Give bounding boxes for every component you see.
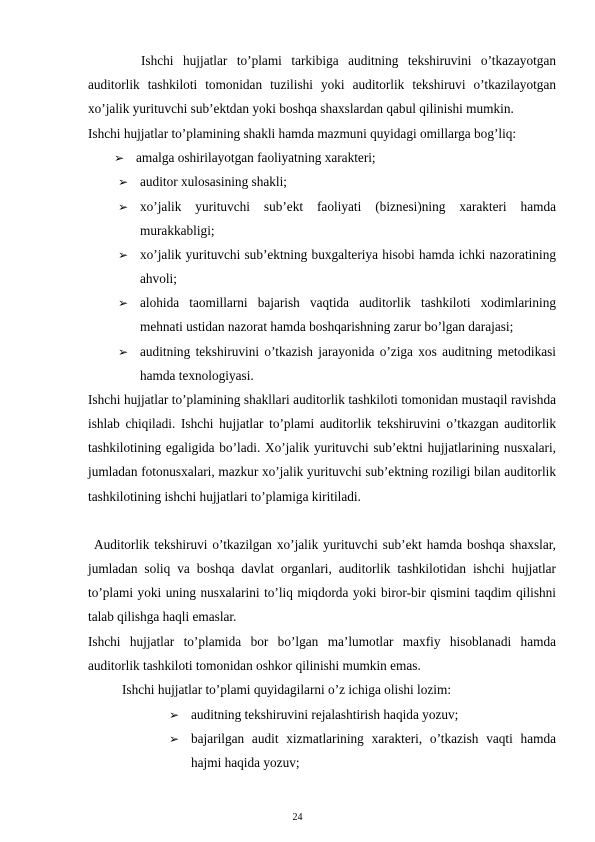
list-item: ➢ amalga oshirilayotgan faoliyatning xarakteri; — [136, 146, 556, 170]
list-item: ➢ auditning tekshiruvini o’tkazish jarayonida o’ziga xos auditning metodikasi hamda texnologiyasi. — [140, 340, 556, 388]
list-item: ➢ xo’jalik yurituvchi sub’ekt faoliyati (biznesi)ning xarakteri hamda murakkabligi; — [140, 195, 556, 243]
list-item: ➢ auditning tekshiruvini rejalashtirish haqida yozuv; — [191, 703, 556, 727]
paragraph-factors-lead: Ishchi hujjatlar to’plamining shakli hamda mazmuni quyidagi omillarga bog’liq: — [88, 126, 517, 141]
list-item: ➢ xo’jalik yurituvchi sub’ektning buxgalteriya hisobi hamda ichki nazoratining ahvoli; — [140, 243, 556, 291]
bullet-arrow-icon: ➢ — [169, 708, 180, 722]
paragraph-intro: Ishchi hujjatlar to’plami tarkibiga auditning tekshiruvini o’tkazayotgan auditorlik tashkiloti tomonidan tuzilishi yoki auditorlik tekshiruvi o’tkazilayotgan xo’jalik yurituvchi sub’ektdan yoki boshqa shaxslardan qabul qilinishi mumkin. — [88, 53, 556, 117]
bullet-arrow-icon: ➢ — [169, 732, 180, 746]
list-item: ➢ alohida taomillarni bajarish vaqtida auditorlik tashkiloti xodimlarining mehnati ustidan nazorat hamda boshqarishning zarur bo’lgan darajasi; — [140, 291, 556, 339]
paragraph-access: Auditorlik tekshiruvi o’tkazilgan xo’jalik yurituvchi sub’ekt hamda boshqa shaxslar, jumladan soliq va boshqa davlat organlari, auditorlik tashkilotidan ishchi hujjatlar to’plami yoki uning nusxalarini to’liq miqdorda yoki biror-bir qismini taqdim qilishni talab qilishga haqli emaslar. — [88, 537, 556, 625]
paragraph-confidential: Ishchi hujjatlar to’plamida bor bo’lgan ma’lumotlar maxfiy hisoblanadi hamda auditorlik tashkiloti tomonidan oshkor qilinishi mumkin emas. — [88, 634, 556, 674]
paragraph-forms: Ishchi hujjatlar to’plamining shakllari auditorlik tashkiloti tomonidan mustaqil ravishda ishlab chiqiladi. Ishchi hujjatlar to’plami auditorlik tekshiruvini o’tkazgan auditorlik tashkilotining egaligida bo’ladi. Xo’jalik yurituvchi sub’ektni hujjatlarining nusxalari, jumladan fotonusxalari, mazkur xo’jalik yurituvchi sub’ektning roziligi bilan auditorlik tashkilotining ishchi hujjatlari to’plamiga kiritiladi. — [88, 392, 556, 504]
bullet-arrow-icon: ➢ — [118, 296, 129, 310]
bullet-arrow-icon: ➢ — [118, 248, 129, 262]
list-item: ➢ auditor xulosasining shakli; — [140, 170, 556, 194]
bullet-arrow-icon: ➢ — [118, 200, 129, 214]
list-item: ➢ bajarilgan audit xizmatlarining xarakteri, o’tkazish vaqti hamda hajmi haqida yozuv; — [191, 727, 556, 775]
page-number: 24 — [292, 812, 303, 823]
bullet-arrow-icon: ➢ — [114, 151, 125, 165]
bullet-arrow-icon: ➢ — [118, 175, 129, 189]
bullet-arrow-icon: ➢ — [118, 345, 129, 359]
paragraph-contents-lead: Ishchi hujjatlar to’plami quyidagilarni o’z ichiga olishi lozim: — [122, 682, 452, 697]
